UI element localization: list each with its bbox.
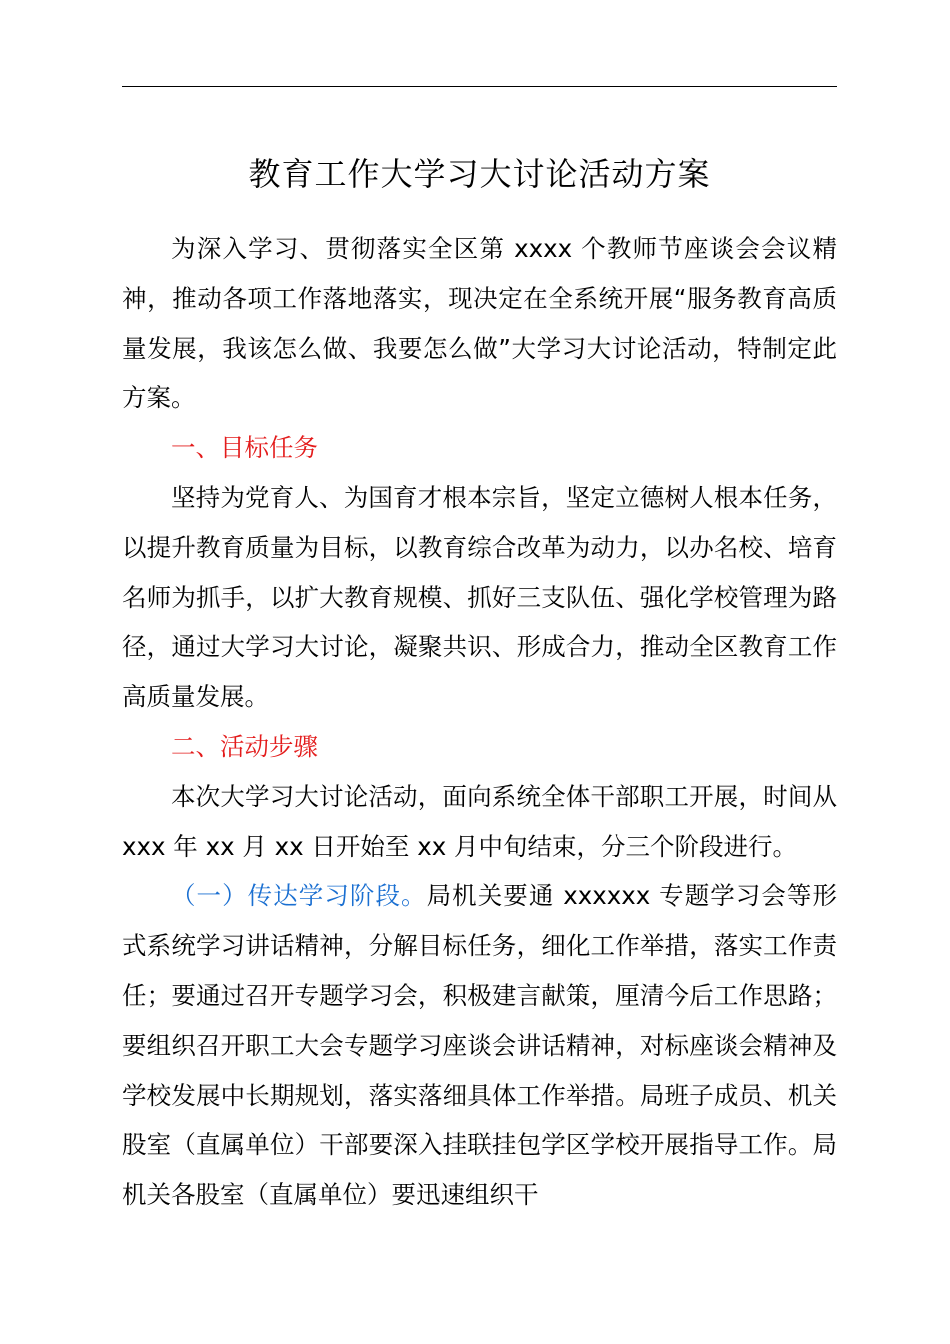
stage1-text: 局机关要通 xxxxxx 专题学习会等形式系统学习讲话精神，分解目标任务，细化工作举措，落实工作责任；要通过召开专题学习会，积极建言献策，厘清今后工作思路；要组织召开职工大会专题学习座谈会讲话精神，对标座谈会精神及学校发展中长期规划，落实落细具体工作举措。局班子成员、机关股室（直属单位）干部要深入挂联挂包学区学校开展指导工作。局机关各股室（直属单位）要迅速组织干 xyxy=(122,881,837,1210)
document-title: 教育工作大学习大讨论活动方案 xyxy=(248,155,711,193)
goals-paragraph: 坚持为党育人、为国育才根本宗旨，坚定立德树人根本任务，以提升教育质量为目标，以教育综合改革为动力，以办名校、培育名师为抓手，以扩大教育规模、抓好三支队伍、强化学校管理为路径，通过大学习大讨论，凝聚共识、形成合力，推动全区教育工作高质量发展。 xyxy=(122,482,837,712)
stage1-paragraph xyxy=(122,871,837,1220)
header-rule xyxy=(122,86,837,87)
section-heading-steps: 二、活动步骤 xyxy=(171,731,318,761)
section-heading-goals: 一、目标任务 xyxy=(171,433,318,463)
steps-paragraph: 本次大学习大讨论活动，面向系统全体干部职工开展，时间从 xxx 年 xx 月 xx 日开始至 xx 月中旬结束，分三个阶段进行。 xyxy=(122,781,837,861)
intro-paragraph: 为深入学习、贯彻落实全区第 xxxx 个教师节座谈会会议精神，推动各项工作落地落实，现决定在全系统开展“服务教育高质量发展，我该怎么做、我要怎么做”大学习大讨论活动，特制定此方案。 xyxy=(122,234,837,413)
stage1-heading: （一）传达学习阶段。 xyxy=(171,881,427,911)
document-body xyxy=(122,224,837,1220)
